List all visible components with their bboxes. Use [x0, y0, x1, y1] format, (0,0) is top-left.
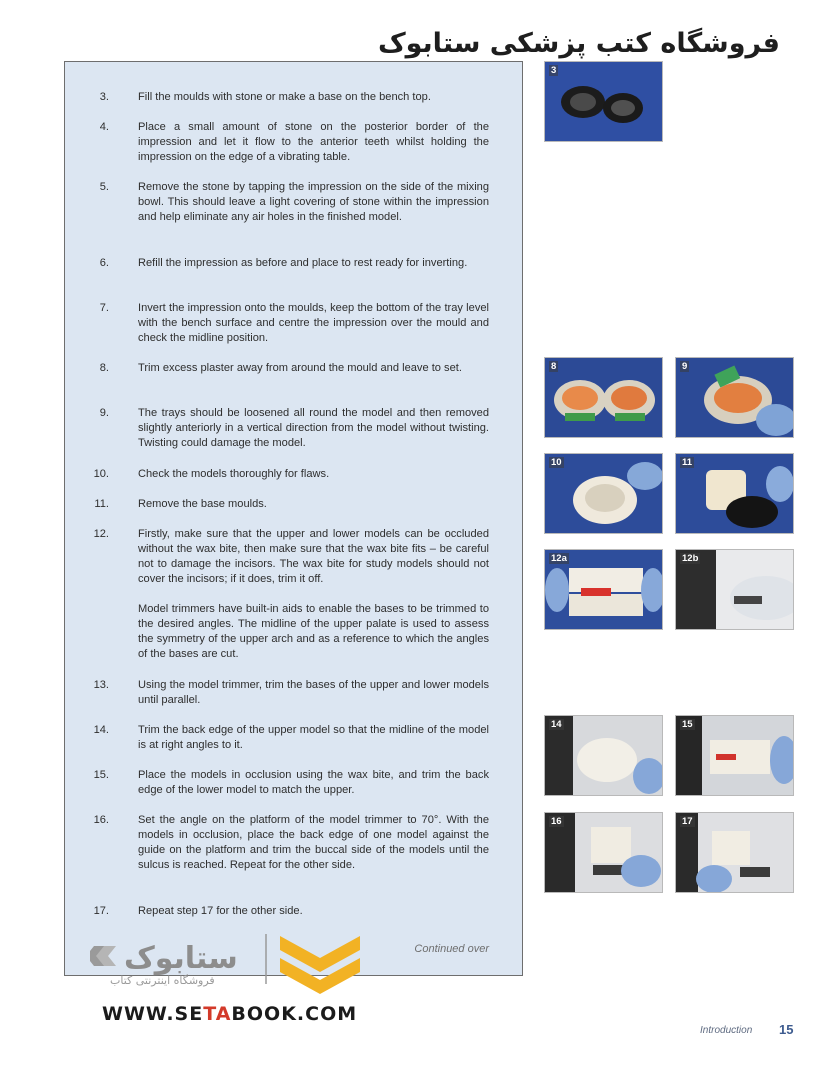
photo-label: 9: [682, 361, 688, 372]
step-number: 3.: [99, 91, 109, 103]
setabook-logo-graphic: [90, 928, 360, 998]
photo-step-9: [675, 357, 794, 438]
step-text: Place a small amount of stone on the posterior border of the impression and let it flow to the anterior teeth whilst holding the impression on the edge of a vibrating table.: [138, 121, 489, 164]
step-7: [99, 301, 489, 346]
step-number: 10.: [93, 468, 109, 480]
step-12: [93, 527, 489, 587]
page-number: 15: [779, 1022, 794, 1037]
step-number: 9.: [99, 407, 109, 419]
step-text: Using the model trimmer, trim the bases of the upper and lower models until parallel.: [138, 679, 489, 707]
logo-text: ستابوک: [124, 941, 238, 976]
step-3: [99, 90, 489, 105]
photo-step-8: [544, 357, 663, 438]
step-text: Remove the stone by tapping the impression on the side of the mixing bowl. This should leave a light covering of stone within the impression and help eliminate any air holes in the finished model.: [138, 181, 489, 224]
photo-label: 10: [551, 457, 562, 468]
step-number: 13.: [93, 679, 109, 691]
photo-step-12b: [675, 549, 794, 630]
photo-label: 15: [682, 719, 693, 730]
photo-label: 11: [682, 457, 693, 468]
step-number: 14.: [93, 724, 109, 736]
photo-step-15: [675, 715, 794, 796]
photo-step-11: [675, 453, 794, 534]
procedure-panel: [64, 61, 523, 976]
step-4: [99, 120, 489, 165]
step-5: [99, 180, 489, 225]
step-number: 6.: [99, 257, 109, 269]
photo-label: 12b: [682, 553, 699, 564]
footer-section-label: Introduction: [700, 1025, 753, 1036]
logo-tagline: فروشگاه اینترنتی کتاب: [110, 974, 215, 987]
step-number: 4.: [99, 121, 109, 133]
photo-label: 16: [551, 816, 562, 827]
url-highlight: TA: [203, 1003, 232, 1025]
photo-label: 3: [551, 65, 557, 76]
step-11: [94, 497, 489, 512]
step-number: 15.: [93, 769, 109, 781]
photo-label: 12a: [551, 553, 567, 564]
step-14: [93, 723, 489, 753]
url-prefix: WWW.SE: [102, 1003, 204, 1025]
step-15: [93, 768, 489, 798]
step-number: 17.: [93, 905, 109, 917]
photo-label: 14: [551, 719, 562, 730]
step-text: Invert the impression onto the moulds, keep the bottom of the tray level with the bench surface and centre the impression over the mould and check the midline position.: [138, 302, 489, 345]
step-text: Trim excess plaster away from around the mould and leave to set.: [138, 362, 462, 374]
step-12-note: [105, 602, 489, 662]
step-8: [99, 361, 489, 376]
photo-label: 8: [551, 361, 557, 372]
step-number: 11.: [94, 498, 109, 510]
step-text: Repeat step 17 for the other side.: [138, 905, 303, 917]
step-13: [93, 678, 489, 708]
setabook-logo: [90, 928, 360, 998]
photo-step-14: [544, 715, 663, 796]
photo-step-3: [544, 61, 663, 142]
step-text: Trim the back edge of the upper model so that the midline of the model is at right angles to it.: [138, 724, 489, 752]
step-text: Remove the base moulds.: [138, 498, 267, 510]
step-number: 16.: [93, 814, 109, 826]
photo-step-12a: [544, 549, 663, 630]
step-text: Place the models in occlusion using the wax bite, and trim the back edge of the lower model to match the upper.: [138, 769, 489, 797]
step-number: 7.: [99, 302, 109, 314]
step-text: Fill the moulds with stone or make a base on the bench top.: [138, 91, 431, 103]
step-number: 12.: [93, 528, 109, 540]
step-text: The trays should be loosened all round the model and then removed slightly anteriorly in a vertical direction from the model without twisting. Twisting could damage the model.: [138, 407, 489, 450]
url-suffix: BOOK.COM: [231, 1003, 358, 1025]
step-number: 5.: [99, 181, 109, 193]
step-text: Model trimmers have built-in aids to enable the bases to be trimmed to the desired angles. The midline of the upper palate is used to assess the symmetry of the upper arch and as a reference to which the angles of the bases are cut.: [138, 603, 489, 661]
step-16: [93, 813, 489, 873]
step-text: Set the angle on the platform of the model trimmer to 70°. With the models in occlusion, place the back edge of one model against the guide on the platform and trim the buccal side of the models until the sulcus is reached. Repeat for the other side.: [138, 814, 489, 872]
setabook-url: [102, 1003, 357, 1025]
photo-step-17: [675, 812, 794, 893]
step-text: Check the models thoroughly for flaws.: [138, 468, 330, 480]
step-9: [99, 406, 489, 451]
step-10: [93, 467, 489, 482]
step-17: [93, 904, 489, 919]
photo-label: 17: [682, 816, 693, 827]
step-text: Refill the impression as before and place to rest ready for inverting.: [138, 257, 468, 269]
step-6: [99, 256, 489, 271]
step-text: Firstly, make sure that the upper and lower models can be occluded without the wax bite, then make sure that the wax bite fits – be careful not to damage the incisors. The wax bite for study models should not cover the incisors; if it does, trim it off.: [138, 528, 489, 586]
photo-step-10: [544, 453, 663, 534]
continued-over-note: Continued over: [414, 943, 489, 955]
step-number: 8.: [99, 362, 109, 374]
photo-step-16: [544, 812, 663, 893]
store-header-title: فروشگاه کتب پزشکی ستابوک: [377, 28, 780, 59]
